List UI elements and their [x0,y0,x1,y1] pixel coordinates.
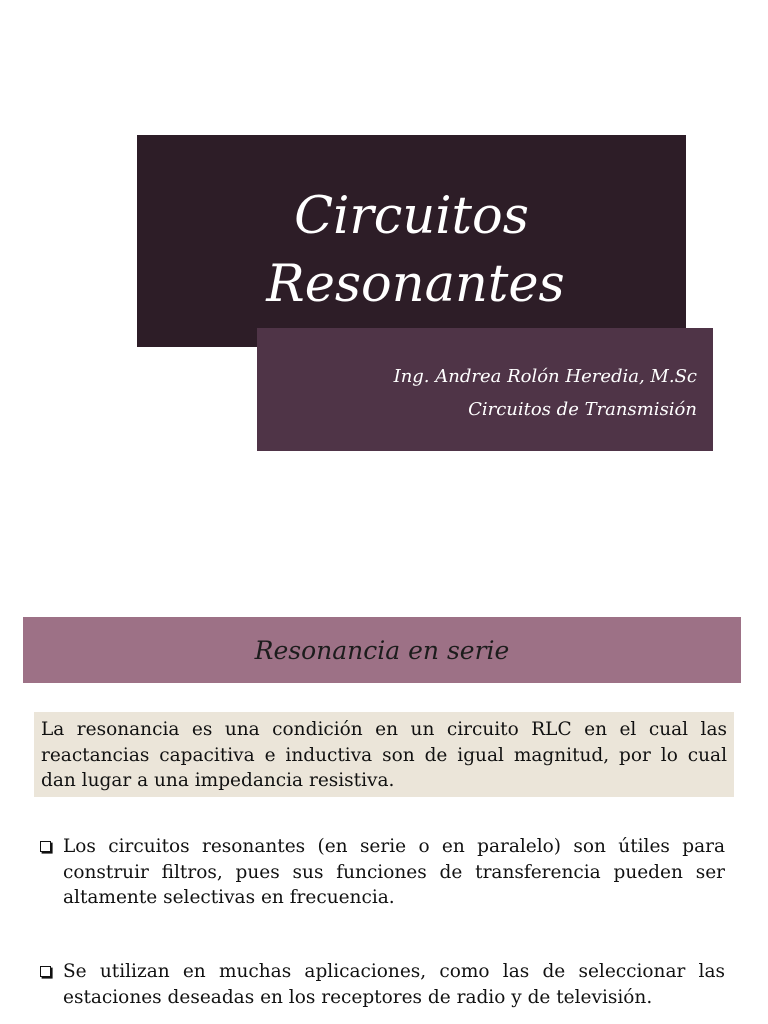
checkbox-square-icon [40,841,51,852]
bullet-text: Se utilizan en muchas aplicaciones, como las de seleccionar las estaciones deseadas en los receptores de radio y de televisión. [63,961,725,1008]
title-line-2: Resonantes [266,255,565,314]
course-name: Circuitos de Transmisión [468,399,697,420]
section-title: Resonancia en serie [254,636,510,665]
checkbox-square-icon [40,966,51,977]
definition-text: La resonancia es una condición en un circuito RLC en el cual las reactancias capacitiva e inductiva son de igual magnitud, por lo cual dan lugar a una impedancia resistiva. [41,719,727,791]
title-box [137,135,686,347]
author-name: Ing. Andrea Rolón Heredia, M.Sc [393,366,697,387]
definition-box [34,712,734,797]
subtitle-box [257,328,713,451]
title-line-1: Circuitos [294,187,529,246]
section-header-bar [23,617,741,683]
bullet-text: Los circuitos resonantes (en serie o en paralelo) son útiles para construir filtros, pues sus funciones de transferencia pueden ser altamente selectivas en frecuencia. [63,836,725,908]
